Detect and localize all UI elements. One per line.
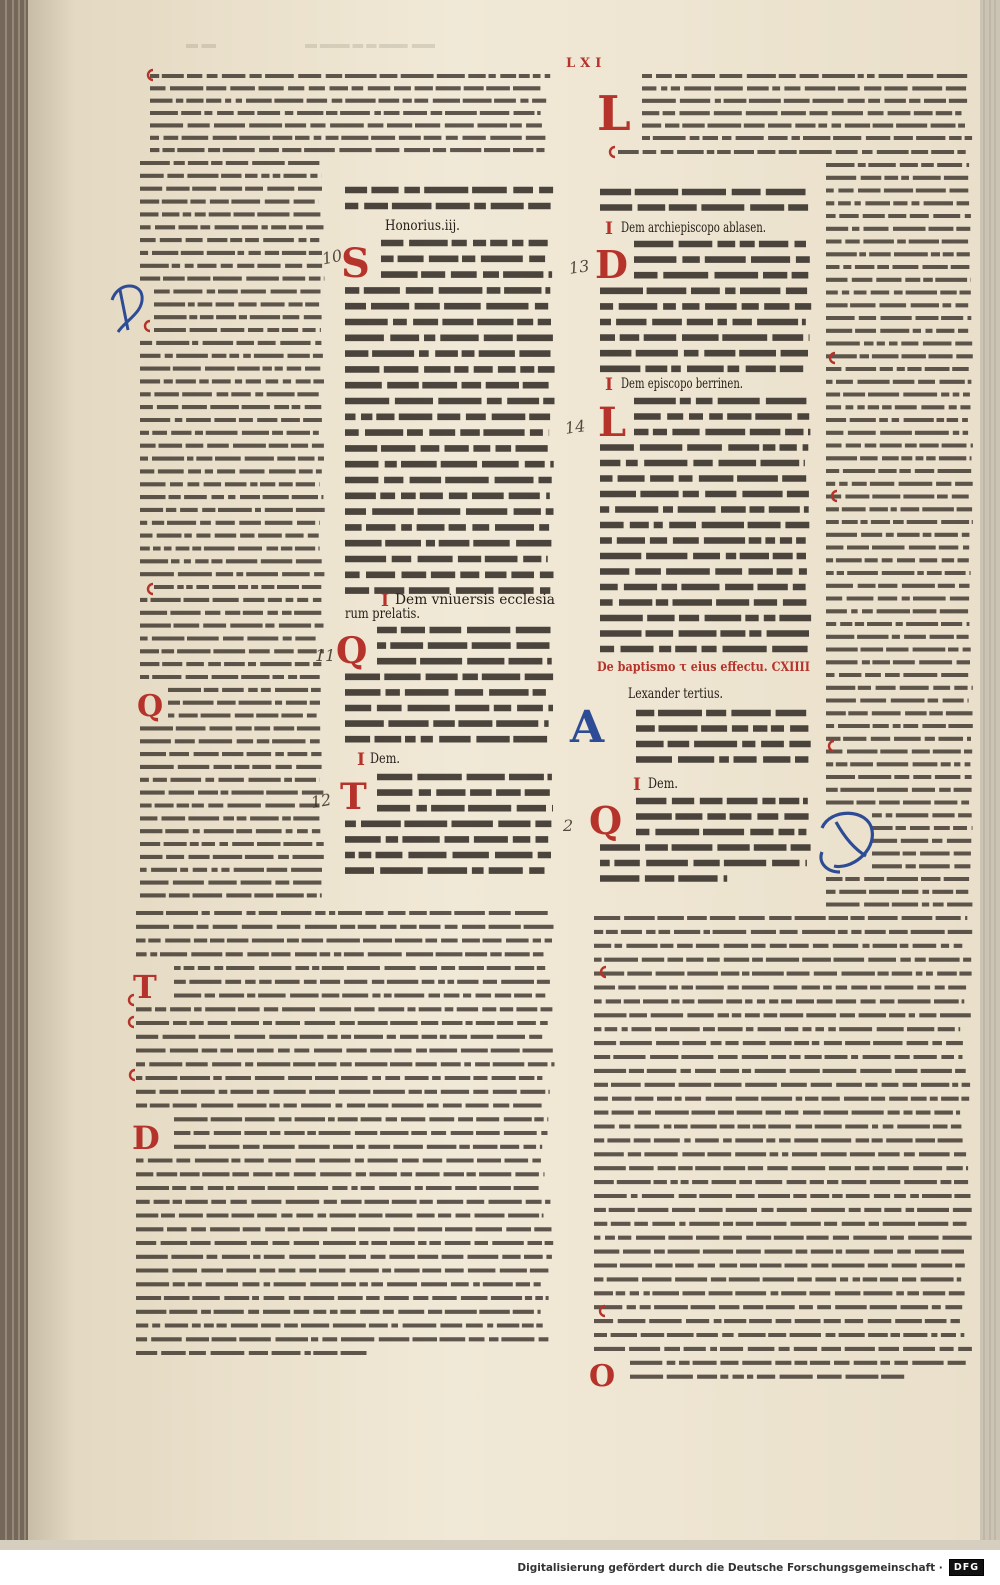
initial-q: Q	[336, 630, 368, 672]
red-initial-i: I	[605, 375, 613, 395]
blue-lombard-initial-a: A	[570, 702, 605, 753]
initial-q: Q	[589, 798, 623, 843]
marginal-number: 2	[563, 816, 574, 835]
heading-idem-col1: Dem.	[370, 751, 400, 767]
page-bottom-shadow	[0, 1540, 1000, 1550]
heading-honorius: Honorius.iij.	[385, 218, 460, 234]
heading-vniuersis-line2: rum prelatis.	[345, 606, 420, 622]
initial-q: Q	[137, 689, 164, 724]
heading-alexander: Lexander tertius.	[628, 686, 723, 702]
initial-s: S	[341, 240, 370, 287]
chapter-heading: De baptismo τ eius effectu. CXIIII	[597, 660, 810, 675]
marginal-number: 12	[309, 789, 333, 813]
heading-berrinen: Dem episcopo berrinen.	[621, 376, 743, 392]
initial-o: O	[589, 1359, 616, 1394]
footer-separator: ·	[935, 1561, 943, 1574]
initial-d: D	[132, 1119, 160, 1157]
red-initial-i: I	[381, 591, 389, 611]
initial-l: L	[598, 399, 627, 446]
footer-credit: Digitalisierung gefördert durch die Deutsche Forschungsgemeinschaft	[517, 1561, 936, 1574]
initial-t: T	[340, 776, 367, 818]
initial-l: L	[597, 86, 631, 142]
red-initial-i: I	[357, 750, 365, 770]
red-initial-i: I	[633, 775, 641, 795]
marginal-number: 13	[567, 256, 591, 278]
red-initial-i: I	[605, 219, 613, 239]
initial-t: T	[133, 968, 157, 1006]
initial-d: D	[595, 242, 628, 287]
marginal-number: 10	[320, 245, 344, 269]
digitization-footer	[0, 1550, 1000, 1585]
marginal-number: 14	[563, 416, 587, 438]
heading-idem-col2: Dem.	[648, 776, 678, 792]
heading-ablasen: Dem archiepiscopo ablasen.	[621, 220, 766, 236]
marginal-number: 11	[315, 646, 336, 665]
heading-vniuersis-line1: Dem vniuersis ecclesia	[395, 592, 555, 608]
dfg-logo: DFG	[949, 1559, 984, 1576]
folio-number: LXI	[566, 56, 607, 71]
